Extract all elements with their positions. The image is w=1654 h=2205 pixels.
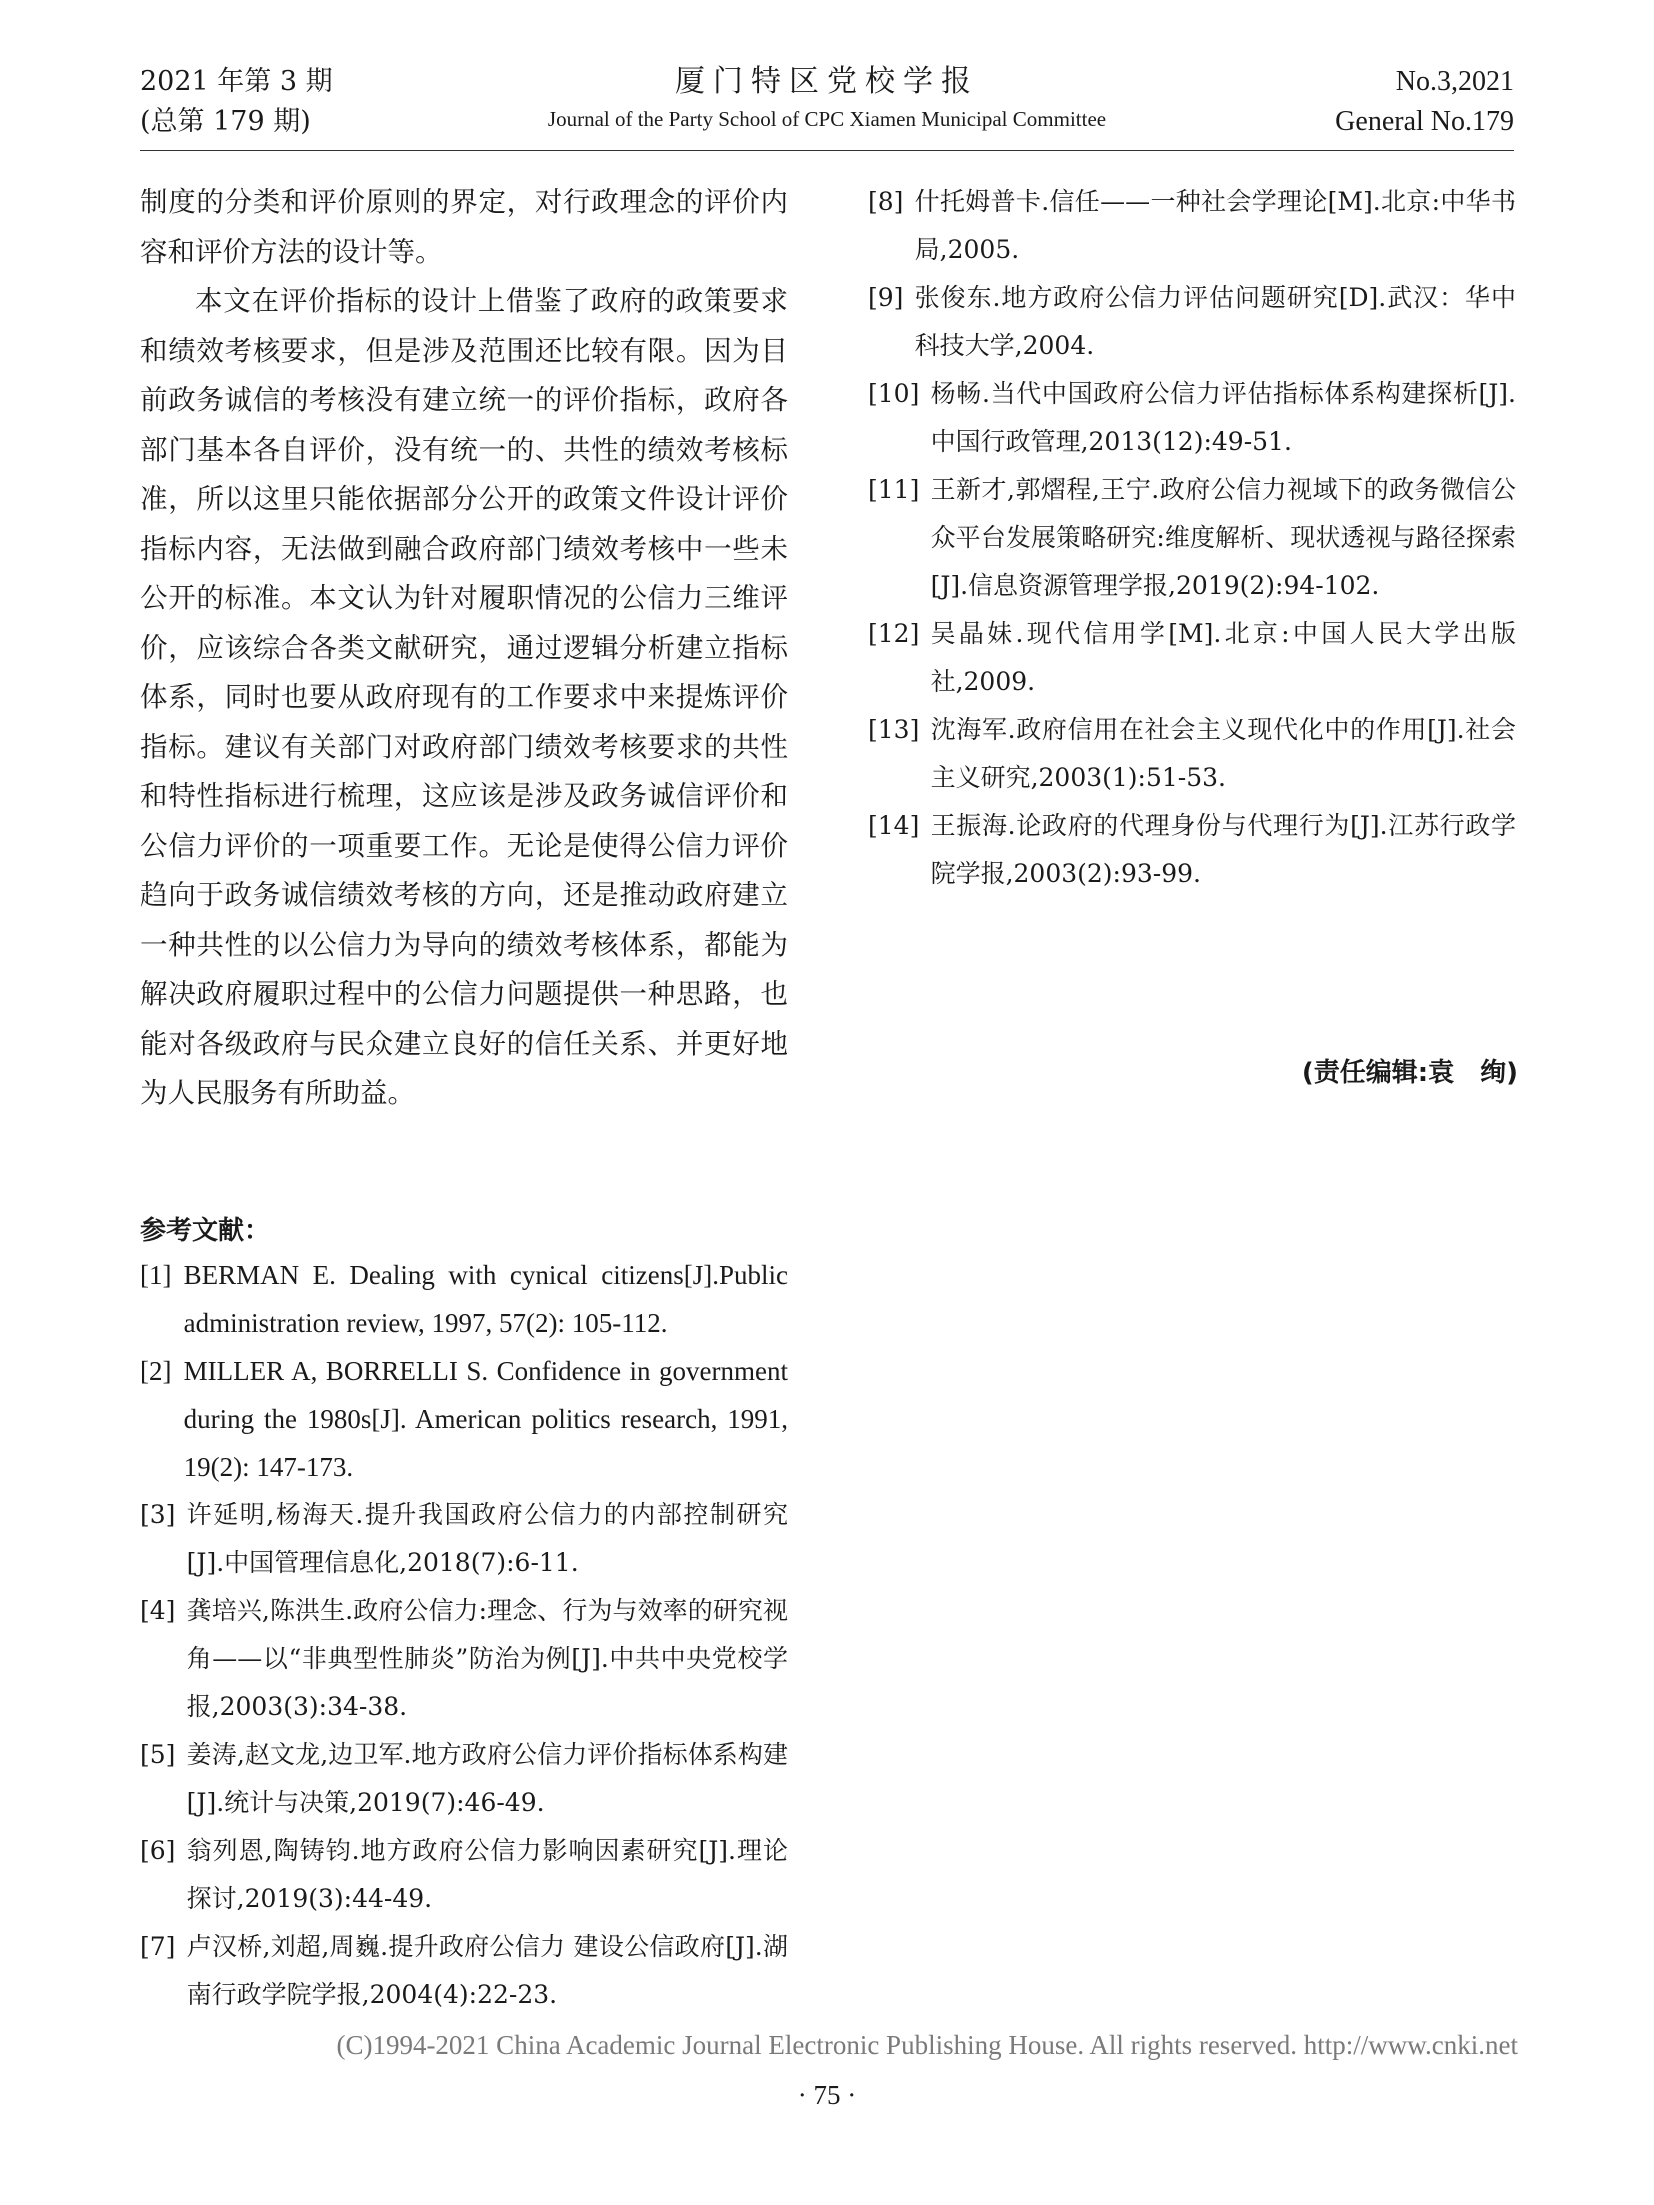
- responsible-editor: (责任编辑:袁 绚): [1301, 1058, 1518, 1088]
- issue-year-number: 2021 年第 3 期: [140, 66, 333, 97]
- reference-number: [9]: [868, 283, 904, 312]
- reference-text: 什托姆普卡.信任——一种社会学理论[M].北京:中华书局,2005.: [914, 187, 1516, 264]
- issue-info-english: [1335, 62, 1514, 142]
- reference-item: [140, 1347, 788, 1491]
- reference-number: [5]: [140, 1739, 176, 1769]
- reference-number: [12]: [868, 619, 920, 648]
- journal-title: 厦门特区党校学报: [675, 64, 979, 99]
- reference-text: 王振海.论政府的代理身份与代理行为[J].江苏行政学院学报,2003(2):93-99.: [930, 811, 1516, 888]
- reference-item: [140, 1731, 788, 1827]
- reference-item: [140, 1251, 788, 1347]
- reference-item: [140, 1923, 788, 2019]
- header-divider: [140, 150, 1514, 151]
- reference-text: 王新才,郭熠程,王宁.政府公信力视域下的政务微信公众平台发展策略研究:维度解析、现状透视与路径探索[J].信息资源管理学报,2019(2):94-102.: [930, 475, 1516, 600]
- reference-text: 龚培兴,陈洪生.政府公信力:理念、行为与效率的研究视角——以“非典型性肺炎”防治为例[J].中共中央党校学报,2003(3):34-38.: [186, 1595, 788, 1721]
- reference-text: 许延明,杨海天.提升我国政府公信力的内部控制研究[J].中国管理信息化,2018(7):6-11.: [186, 1499, 788, 1577]
- reference-text: 沈海军.政府信用在社会主义现代化中的作用[J].社会主义研究,2003(1):51-53.: [930, 715, 1516, 792]
- reference-text: 姜涛,赵文龙,边卫军.地方政府公信力评价指标体系构建[J].统计与决策,2019(7):46-49.: [186, 1739, 788, 1817]
- reference-item: [868, 178, 1516, 274]
- reference-item: [140, 1827, 788, 1923]
- page-number: · 75 ·: [797, 2080, 857, 2110]
- general-number-english: General No.179: [1335, 106, 1514, 137]
- references-heading: 参考文献：: [140, 1215, 271, 1246]
- reference-item: [868, 466, 1516, 610]
- reference-text: MILLER A, BORRELLI S. Confidence in government during the 1980s[J]. American politics research, 1991, 19(2): 147-173.: [183, 1355, 788, 1482]
- reference-number: [13]: [868, 715, 920, 744]
- reference-number: [2]: [140, 1355, 172, 1386]
- reference-item: [868, 274, 1516, 370]
- reference-number: [4]: [140, 1595, 176, 1625]
- reference-item: [140, 1491, 788, 1587]
- issue-total-number: (总第 179 期): [140, 106, 311, 137]
- reference-item: [868, 610, 1516, 706]
- left-column: [140, 178, 788, 2019]
- reference-item: [140, 1587, 788, 1731]
- reference-text: 吴晶妹.现代信用学[M].北京:中国人民大学出版社,2009.: [930, 619, 1516, 696]
- copyright-footer: (C)1994-2021 China Academic Journal Electronic Publishing House. All rights reserved. http://www.cnki.net: [336, 2030, 1518, 2060]
- reference-number: [10]: [868, 379, 920, 408]
- issue-number-english: No.3,2021: [1395, 66, 1514, 97]
- reference-text: 杨畅.当代中国政府公信力评估指标体系构建探析[J].中国行政管理,2013(12):49-51.: [930, 379, 1516, 456]
- page-header: [0, 0, 1654, 160]
- reference-item: [868, 802, 1516, 898]
- reference-number: [11]: [868, 475, 920, 504]
- body-paragraph: 制度的分类和评价原则的界定，对行政理念的评价内容和评价方法的设计等。: [140, 186, 788, 268]
- reference-text: BERMAN E. Dealing with cynical citizens[J].Public administration review, 1997, 57(2): 105-112.: [183, 1259, 788, 1338]
- body-paragraph: 本文在评价指标的设计上借鉴了政府的政策要求和绩效考核要求，但是涉及范围还比较有限。因为目前政务诚信的考核没有建立统一的评价指标，政府各部门基本各自评价，没有统一的、共性的绩效考核标准，所以这里只能依据部分公开的政策文件设计评价指标内容，无法做到融合政府部门绩效考核中一些未公开的标准。本文认为针对履职情况的公信力三维评价，应该综合各类文献研究，通过逻辑分析建立指标体系，同时也要从政府现有的工作要求中来提炼评价指标。建议有关部门对政府部门绩效考核要求的共性和特性指标进行梳理，这应该是涉及政务诚信评价和公信力评价的一项重要工作。无论是使得公信力评价趋向于政务诚信绩效考核的方向，还是推动政府建立一种共性的以公信力为导向的绩效考核体系，都能为解决政府履职过程中的公信力问题提供一种思路，也能对各级政府与民众建立良好的信任关系、并更好地为人民服务有所助益。: [140, 285, 788, 1109]
- reference-number: [1]: [140, 1259, 172, 1290]
- reference-text: 翁列恩,陶铸钧.地方政府公信力影响因素研究[J].理论探讨,2019(3):44-49.: [186, 1835, 788, 1913]
- right-column: [868, 178, 1516, 898]
- reference-number: [14]: [868, 811, 920, 840]
- journal-subtitle-english: Journal of the Party School of CPC Xiamen Municipal Committee: [547, 107, 1107, 131]
- reference-number: [3]: [140, 1499, 176, 1529]
- reference-number: [8]: [868, 187, 904, 216]
- reference-number: [6]: [140, 1835, 176, 1865]
- reference-text: 张俊东.地方政府公信力评估问题研究[D].武汉：华中科技大学,2004.: [914, 283, 1516, 360]
- reference-number: [7]: [140, 1931, 176, 1961]
- reference-text: 卢汉桥,刘超,周巍.提升政府公信力 建设公信政府[J].湖南行政学院学报,2004(4):22-23.: [186, 1931, 788, 2009]
- reference-item: [868, 370, 1516, 466]
- reference-item: [868, 706, 1516, 802]
